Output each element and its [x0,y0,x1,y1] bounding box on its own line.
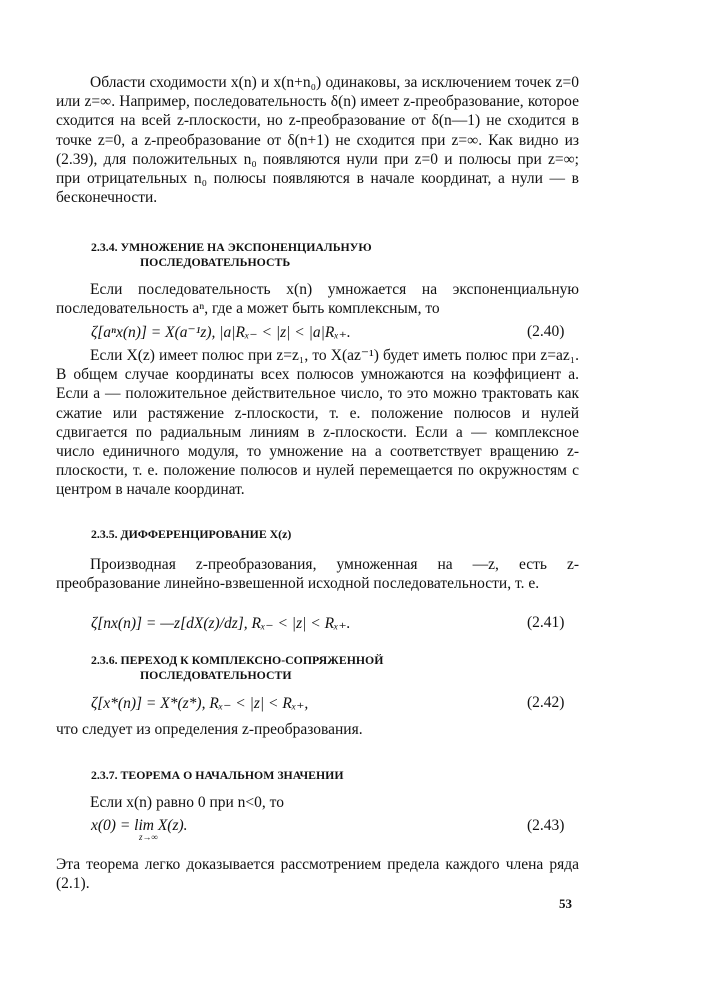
heading-line-continued: ПОСЛЕДОВАТЕЛЬНОСТЬ [140,255,291,269]
heading-line-continued: ПОСЛЕДОВАТЕЛЬНОСТИ [140,668,292,682]
paragraph-initial-value-condition: Если x(n) равно 0 при n<0, то [90,794,284,811]
section-heading-2-3-7: 2.3.7. ТЕОРЕМА О НАЧАЛЬНОМ ЗНАЧЕНИИ [91,768,344,782]
heading-line: 2.3.6. ПЕРЕХОД К КОМПЛЕКСНО-СОПРЯЖЕННОЙ [91,653,384,667]
equation-2-41: ζ[nx(n)] = —z[dX(z)/dz], Rₓ₋ < |z| < Rₓ₊. [91,615,351,632]
paragraph-differentiation: Производная z-преобразования, умноженная на —z, есть z-преобразование линейно-взвешенной исходной последовательности, т. е. [56,556,579,593]
equation-2-43-main: x(0) = lim X(z). [91,817,188,834]
paragraph-exponential-multiplication: Если последовательность x(n) умножается на экспоненциальную последовательность aⁿ, где a может быть комплексным, то [56,281,579,318]
paragraph-regions-of-convergence: Области сходимости x(n) и x(n+n₀) одинаковы, за исключением точек z=0 или z=∞. Например, последовательность δ(n) имеет z-преобразование, которое сходится на всей z-плоскости, но z-преобразование от δ(n—1) не сходится в точке z=0, а z-преобразование от δ(n+1) не сходится при z=∞. Как видно из (2.39), для положительных n₀ появляются нули при z=0 и полюсы при z=∞; при отрицательных n₀ полюсы появляются в начале координат, а нули — в бесконечности. [56,74,579,207]
limit-subscript: z→∞ [139,832,158,842]
paragraph-pole-scaling: Если X(z) имеет полюс при z=z₁, то X(az⁻¹) будет иметь полюс при z=az₁. В общем случае координаты всех полюсов умножаются на коэффициент a. Если a — положительное действительное число, то это можно трактовать как сжатие или растяжение z-плоскости, т. е. положение полюсов и нулей сдвигается по радиальным линиям в z-плоскости. Если a — комплексное число единичного модуля, то умножение на a соответствует вращению z-плоскости, т. е. положение полюсов и нулей перемещается по окружностям с центром в начале координат. [56,347,579,499]
paragraph-theorem-proof: Эта теорема легко доказывается рассмотрением предела каждого члена ряда (2.1). [56,856,579,893]
equation-2-43 [91,817,188,842]
equation-number-2-42: (2.42) [527,694,565,711]
page-number: 53 [559,896,572,911]
section-heading-2-3-5: 2.3.5. ДИФФЕРЕНЦИРОВАНИЕ X(z) [91,527,292,541]
paragraph-conjugate-note: что следует из определения z-преобразования. [56,721,363,738]
equation-2-42: ζ[x*(n)] = X*(z*), Rₓ₋ < |z| < Rₓ₊, [91,695,309,712]
section-heading-2-3-6 [91,653,561,683]
equation-2-40: ζ[aⁿx(n)] = X(a⁻¹z), |a|Rₓ₋ < |z| < |a|Rₓ₊. [91,324,351,341]
equation-number-2-41: (2.41) [527,614,565,631]
section-heading-2-3-4 [91,240,561,270]
equation-number-2-40: (2.40) [527,323,565,340]
heading-line: 2.3.4. УМНОЖЕНИЕ НА ЭКСПОНЕНЦИАЛЬНУЮ [91,240,372,254]
equation-number-2-43: (2.43) [527,817,565,834]
